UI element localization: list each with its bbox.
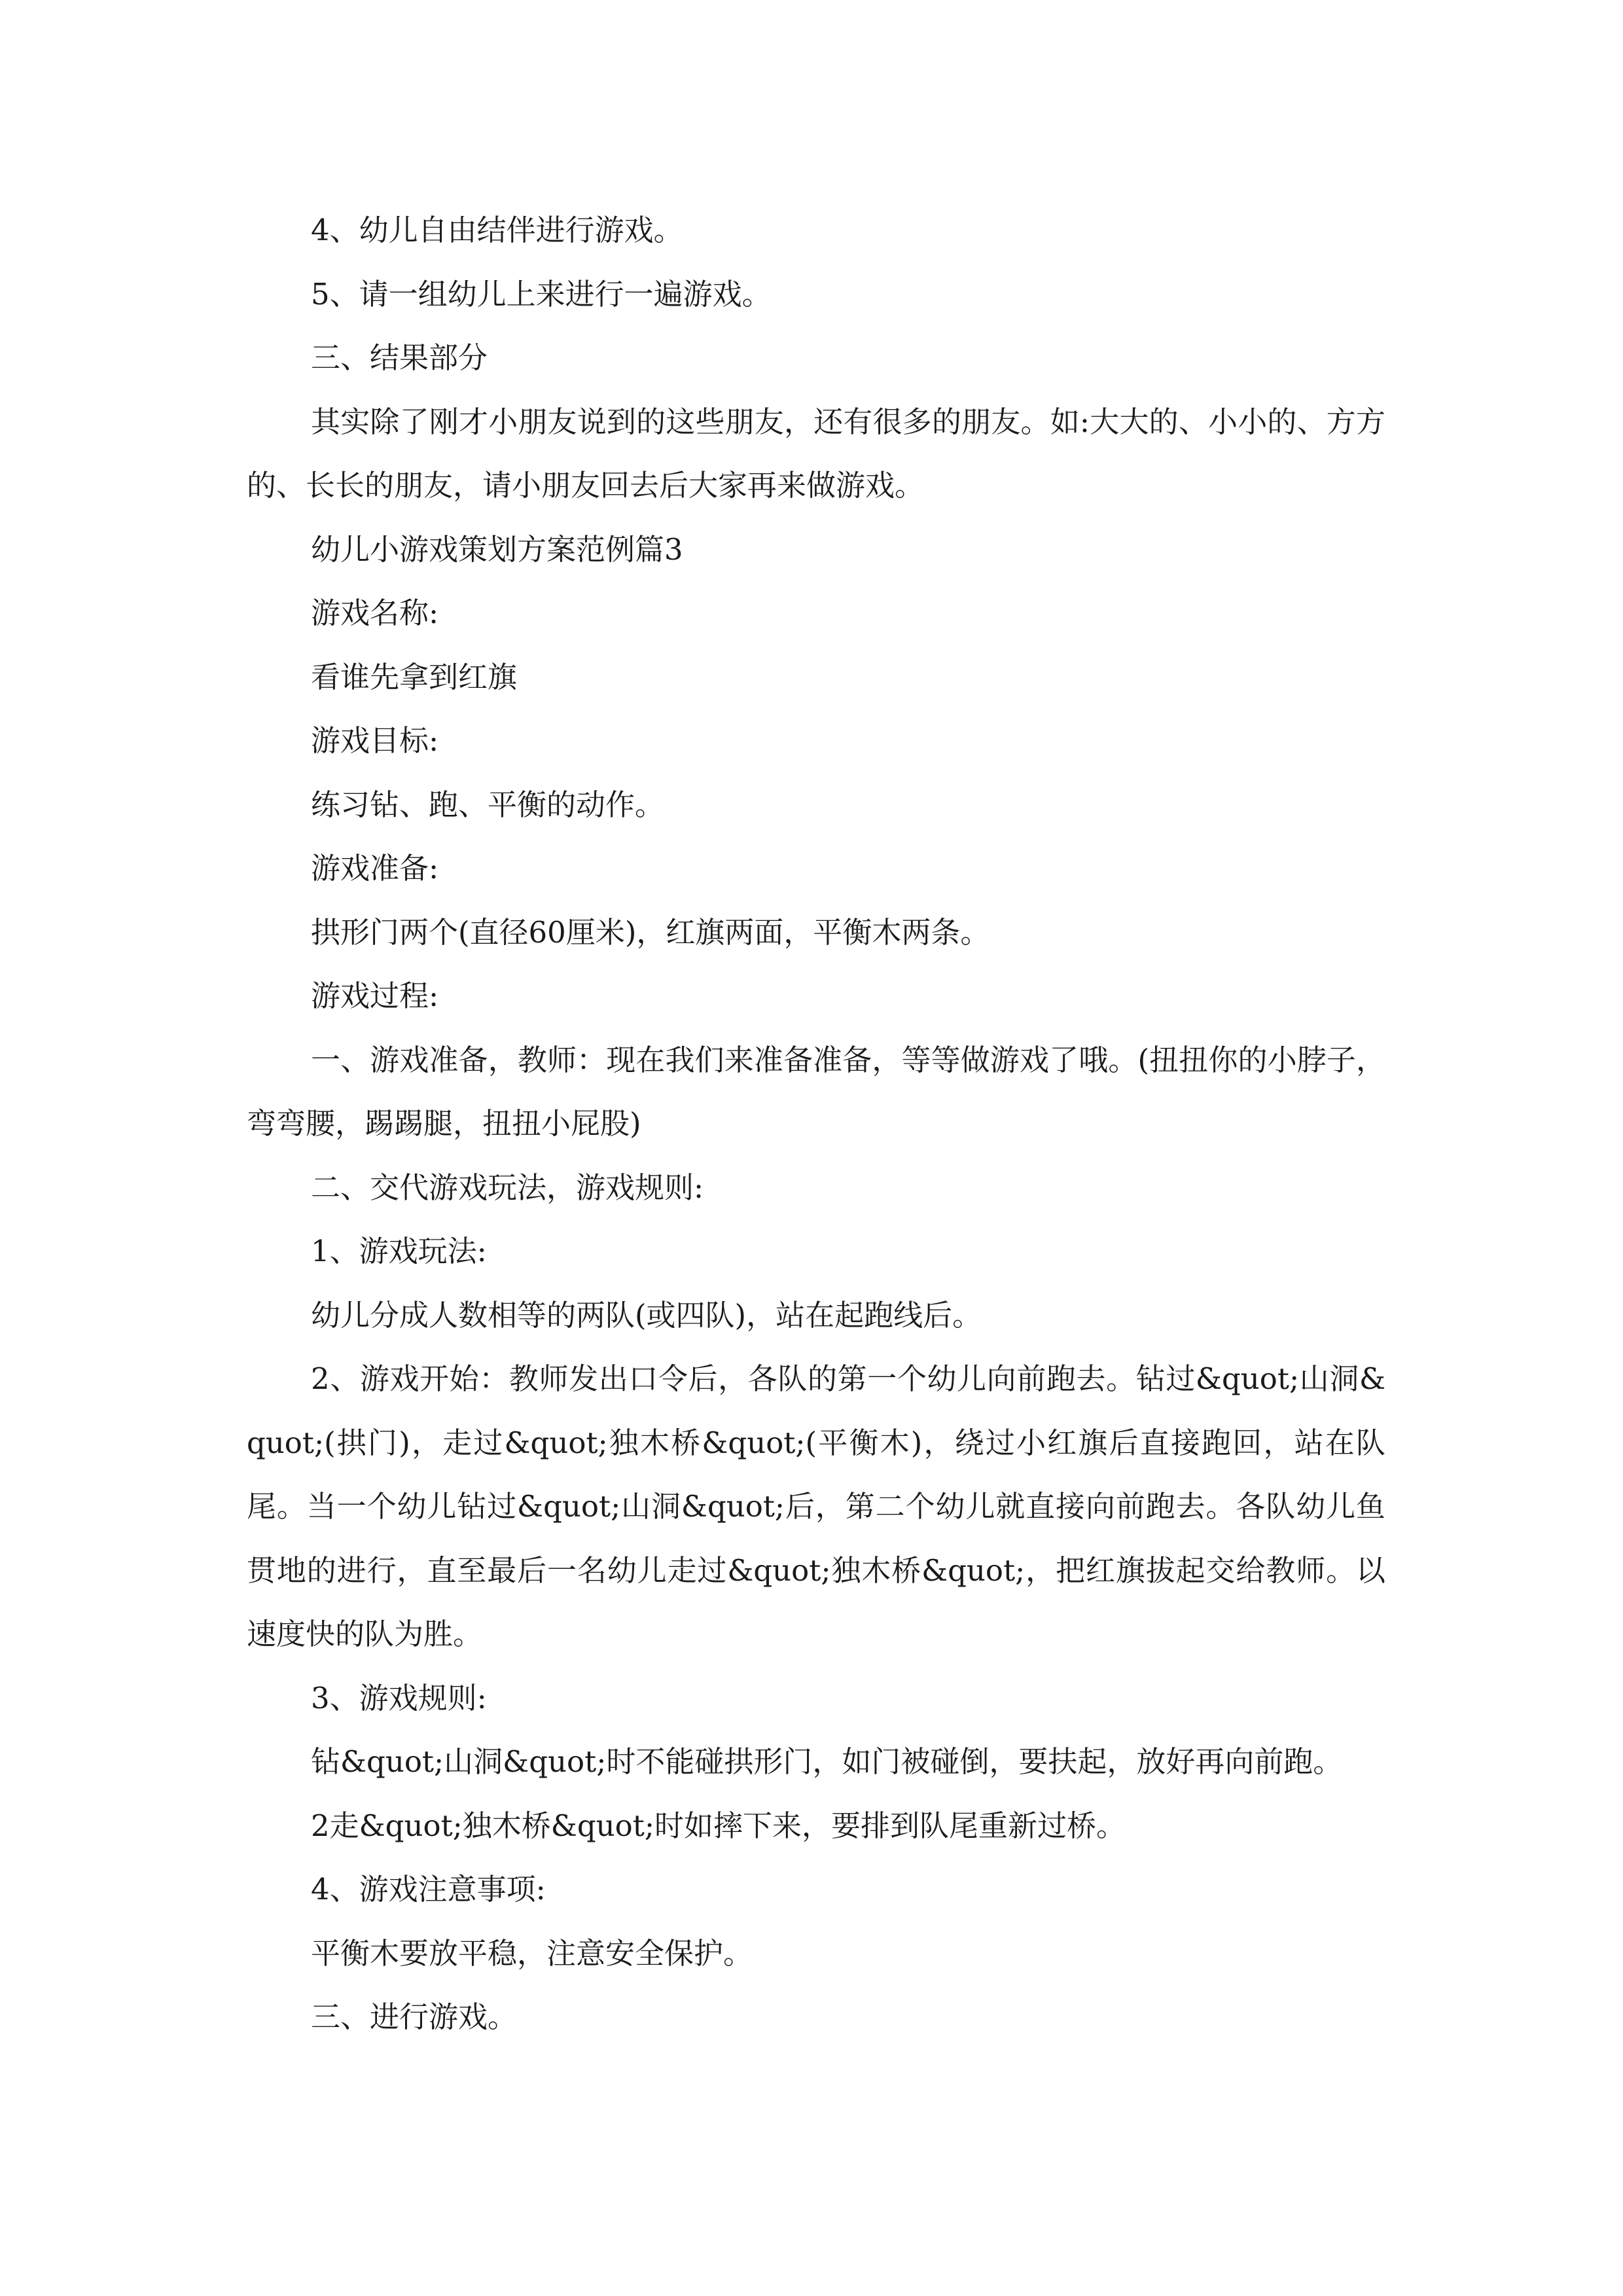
section-heading: 三、结果部分 (311, 340, 488, 375)
paragraph: 5、请一组幼儿上来进行一遍游戏。 (311, 276, 772, 312)
field-label: 游戏过程: (311, 978, 439, 1013)
section-heading: 三、进行游戏。 (311, 2000, 518, 2034)
paragraph: 平衡木要放平稳，注意安全保护。 (311, 1935, 753, 1971)
paragraph: 幼儿分成人数相等的两队(或四队)，站在起跑线后。 (311, 1297, 982, 1333)
article-title: 幼儿小游戏策划方案范例篇3 (311, 531, 683, 567)
paragraph: 看谁先拿到红旗 (311, 659, 518, 694)
document-body (247, 198, 1385, 2049)
field-label: 游戏名称: (311, 596, 439, 630)
paragraph: 一、游戏准备，教师：现在我们来准备准备，等等做游戏了哦。(扭扭你的小脖子，弯弯腰，踢踢腿，扭扭小屁股) (247, 1042, 1385, 1141)
paragraph: 2走&quot;独木桥&quot;时如摔下来，要排到队尾重新过桥。 (311, 1808, 1126, 1843)
paragraph: 拱形门两个(直径60厘米)，红旗两面，平衡木两条。 (311, 914, 990, 950)
section-heading: 二、交代游戏玩法，游戏规则: (311, 1170, 704, 1205)
paragraph: 2、游戏开始：教师发出口令后，各队的第一个幼儿向前跑去。钻过&quot;山洞&quot;(拱门)，走过&quot;独木桥&quot;(平衡木)，绕过小红旗后直接跑回，站在队尾。当一个幼儿钻过&quot;山洞&quot;后，第二个幼儿就直接向前跑去。各队幼儿鱼贯地的进行，直至最后一名幼儿走过&quot;独木桥&quot;，把红旗拔起交给教师。以速度快的队为胜。 (247, 1361, 1385, 1651)
field-label: 1、游戏玩法: (311, 1234, 487, 1268)
field-label: 游戏目标: (311, 723, 439, 758)
field-label: 4、游戏注意事项: (311, 1872, 546, 1907)
paragraph: 钻&quot;山洞&quot;时不能碰拱形门，如门被碰倒，要扶起，放好再向前跑。 (311, 1744, 1343, 1779)
paragraph: 4、幼儿自由结伴进行游戏。 (311, 213, 683, 247)
field-label: 3、游戏规则: (311, 1680, 487, 1715)
field-label: 游戏准备: (311, 851, 439, 886)
paragraph: 练习钻、跑、平衡的动作。 (311, 787, 665, 822)
paragraph: 其实除了刚才小朋友说到的这些朋友，还有很多的朋友。如:大大的、小小的、方方的、长长的朋友，请小朋友回去后大家再来做游戏。 (247, 404, 1385, 503)
